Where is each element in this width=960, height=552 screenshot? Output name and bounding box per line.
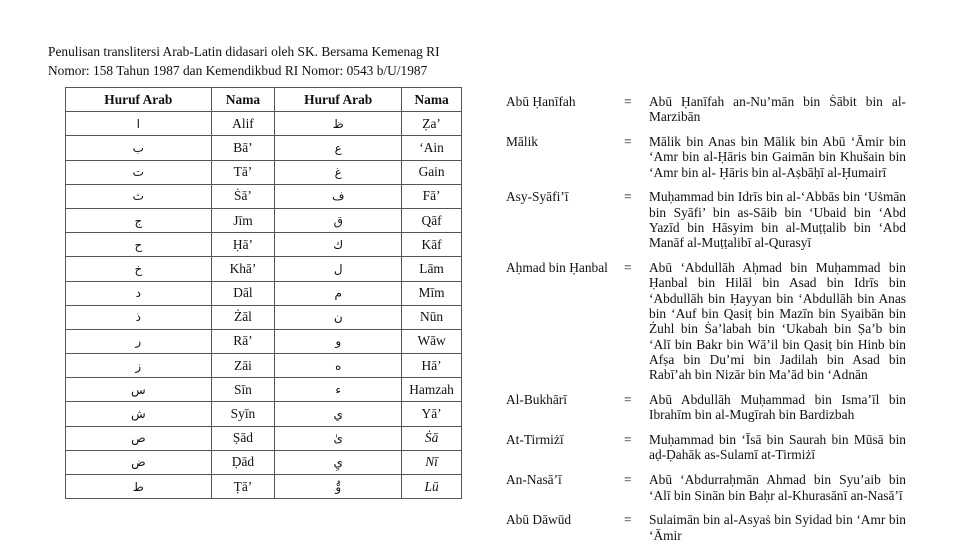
table-row bbox=[66, 450, 462, 474]
reference-description: Abū ‘Abdullāh Aḥmad bin Muḥammad bin Ḥanbal bin Hilāl bin Asad bin Idrīs bin ‘Abdullāh bin Ḥayyan bin ‘Abdullāh bin Anas bin ‘Auf bin Qasiṭ bin Mazīn bin Syaibān bin Żuhl bin Ṡa’labah bin ‘Ukabah bin Ṣa’b bin ‘Alī bin Bakr bin Wā’il bin Qasiṭ bin Hinb bin Afṣa bin Du’mi bin Jadilah bin Asad bin Rabī’ah bin Nizār bin Ma’ād bin ‘Adnān bbox=[649, 260, 906, 383]
letter-name-cell: Hā’ bbox=[402, 354, 462, 378]
letter-name-cell: Fā’ bbox=[402, 184, 462, 208]
table-row bbox=[66, 112, 462, 136]
reference-name: Asy-Syāfi’ī bbox=[506, 189, 569, 205]
letter-name-cell: Hamzah bbox=[402, 378, 462, 402]
arabic-letter-cell: ظ bbox=[275, 112, 402, 136]
arabic-letter-cell: ه bbox=[275, 354, 402, 378]
reference-entry bbox=[506, 472, 906, 503]
reference-description: Abū Ḥanīfah an-Nu’mān bin Ṡābit bin al-Marzibān bbox=[649, 94, 906, 125]
equals-sign: = bbox=[624, 260, 632, 276]
equals-sign: = bbox=[624, 392, 632, 408]
reference-description: Mālik bin Anas bin Mālik bin Abū ‘Āmir bin ‘Amr bin al-Ḥāris bin Gaimān bin Khušain bin ‘Amr bin al- Ḥāris bin al-Aṣbāḥī al-Ḥumairī bbox=[649, 134, 906, 180]
reference-name: Mālik bbox=[506, 134, 538, 150]
letter-name-cell: Ẓa’ bbox=[402, 112, 462, 136]
reference-description: Abū ‘Abdurraḥmān Ahmad bin Syu’aib bin ‘Alī bin Sinān bin Baḥr al-Khurasānī an-Nasā’ī bbox=[649, 472, 906, 503]
reference-entry bbox=[506, 392, 906, 423]
letter-name-cell: Alif bbox=[211, 112, 275, 136]
reference-entry bbox=[506, 260, 906, 382]
equals-sign: = bbox=[624, 512, 632, 528]
table-row bbox=[66, 160, 462, 184]
table-row bbox=[66, 281, 462, 305]
table-row bbox=[66, 329, 462, 353]
table-row bbox=[66, 305, 462, 329]
column-header: Huruf Arab bbox=[66, 88, 212, 112]
column-header: Nama bbox=[211, 88, 275, 112]
reference-description: Abū Abdullāh Muḥammad bin Isma’īl bin Ibrahīm bin al-Mugīrah bin Bardizbah bbox=[649, 392, 906, 423]
arabic-letter-cell: ا bbox=[66, 112, 212, 136]
arabic-letter-cell: ض bbox=[66, 450, 212, 474]
table-body bbox=[66, 112, 462, 499]
reference-name: An-Nasā’ī bbox=[506, 472, 562, 488]
reference-list bbox=[506, 94, 906, 552]
reference-name: Aḥmad bin Ḥanbal bbox=[506, 260, 608, 276]
reference-name: Abū Ḥanīfah bbox=[506, 94, 576, 109]
arabic-letter-cell: ح bbox=[66, 233, 212, 257]
letter-name-cell: Qāf bbox=[402, 208, 462, 232]
arabic-letter-cell: س bbox=[66, 378, 212, 402]
reference-name: Al-Bukhārī bbox=[506, 392, 567, 408]
arabic-letter-cell: ث bbox=[66, 184, 212, 208]
column-header: Nama bbox=[402, 88, 462, 112]
arabic-letter-cell: ت bbox=[66, 160, 212, 184]
letter-name-cell: Ṭā’ bbox=[211, 475, 275, 499]
table-row bbox=[66, 426, 462, 450]
reference-entry bbox=[506, 432, 906, 463]
reference-entry bbox=[506, 512, 906, 543]
arabic-letter-cell: ذ bbox=[66, 305, 212, 329]
reference-description: Muḥammad bin Idrīs bin al-‘Abbās bin ‘Uṡmān bin Syāfi’ bin as-Sāib bin ‘Ubaid bin ‘Abd Yazīd bin Hāsyim bin al-Muṭṭalib bin ‘Abd Manāf al-Muṭṭalibī al-Qurasyī bbox=[649, 189, 906, 251]
letter-name-cell: Gain bbox=[402, 160, 462, 184]
column-header: Huruf Arab bbox=[275, 88, 402, 112]
letter-name-cell: Sīn bbox=[211, 378, 275, 402]
arabic-letter-cell: ك bbox=[275, 233, 402, 257]
table-header-row bbox=[66, 88, 462, 112]
table-row bbox=[66, 475, 462, 499]
letter-name-cell: Wāw bbox=[402, 329, 462, 353]
reference-name: Abū Dāwūd bbox=[506, 512, 572, 528]
letter-name-cell: Zāi bbox=[211, 354, 275, 378]
arabic-letter-cell: ن bbox=[275, 305, 402, 329]
table-row bbox=[66, 184, 462, 208]
transliteration-table bbox=[65, 87, 462, 499]
header-line-1: Penulisan translitersi Arab-Latin didasari oleh SK. Bersama Kemenag RI bbox=[48, 44, 440, 59]
arabic-letter-cell: و bbox=[275, 329, 402, 353]
reference-name: At-Tirmiżī bbox=[506, 432, 564, 448]
letter-name-cell: Ḍād bbox=[211, 450, 275, 474]
letter-name-cell: Ṡā bbox=[402, 426, 462, 450]
equals-sign: = bbox=[624, 134, 632, 150]
reference-entry bbox=[506, 134, 906, 180]
table-row bbox=[66, 233, 462, 257]
arabic-letter-cell: ي bbox=[275, 402, 402, 426]
equals-sign: = bbox=[624, 94, 632, 109]
arabic-letter-cell: ش bbox=[66, 402, 212, 426]
letter-name-cell: Lū bbox=[402, 475, 462, 499]
reference-description: Muḥammad bin ‘Īsā bin Saurah bin Mūsā bin aḍ-Ḍahāk as-Sulamī at-Tirmiżī bbox=[649, 432, 906, 463]
arabic-letter-cell: ُوْ bbox=[275, 475, 402, 499]
arabic-letter-cell: م bbox=[275, 281, 402, 305]
document-header bbox=[48, 42, 440, 80]
arabic-letter-cell: ف bbox=[275, 184, 402, 208]
arabic-letter-cell: ع bbox=[275, 136, 402, 160]
letter-name-cell: Jīm bbox=[211, 208, 275, 232]
reference-description: Sulaimān bin al-Asyaṡ bin Syidad bin ‘Amr bin ‘Āmir bbox=[649, 512, 906, 543]
equals-sign: = bbox=[624, 432, 632, 448]
arabic-letter-cell: يِ bbox=[275, 450, 402, 474]
arabic-letter-cell: ب bbox=[66, 136, 212, 160]
letter-name-cell: Ṡā’ bbox=[211, 184, 275, 208]
arabic-letter-cell: ج bbox=[66, 208, 212, 232]
table-row bbox=[66, 208, 462, 232]
arabic-letter-cell: ق bbox=[275, 208, 402, 232]
letter-name-cell: Kāf bbox=[402, 233, 462, 257]
letter-name-cell: Tā’ bbox=[211, 160, 275, 184]
arabic-letter-cell: ط bbox=[66, 475, 212, 499]
arabic-letter-cell: خ bbox=[66, 257, 212, 281]
reference-entry bbox=[506, 94, 906, 125]
table-row bbox=[66, 136, 462, 160]
arabic-letter-cell: ء bbox=[275, 378, 402, 402]
letter-name-cell: Ḥā’ bbox=[211, 233, 275, 257]
letter-name-cell: Bā’ bbox=[211, 136, 275, 160]
table-row bbox=[66, 257, 462, 281]
letter-name-cell: Mīm bbox=[402, 281, 462, 305]
letter-name-cell: Ṣād bbox=[211, 426, 275, 450]
letter-name-cell: Khā’ bbox=[211, 257, 275, 281]
reference-entry bbox=[506, 189, 906, 250]
arabic-letter-cell: ل bbox=[275, 257, 402, 281]
arabic-letter-cell: ص bbox=[66, 426, 212, 450]
letter-name-cell: Lām bbox=[402, 257, 462, 281]
header-line-2: Nomor: 158 Tahun 1987 dan Kemendikbud RI Nomor: 0543 b/U/1987 bbox=[48, 63, 428, 78]
arabic-letter-cell: ز bbox=[66, 354, 212, 378]
letter-name-cell: Rā’ bbox=[211, 329, 275, 353]
table-row bbox=[66, 378, 462, 402]
letter-name-cell: Dāl bbox=[211, 281, 275, 305]
equals-sign: = bbox=[624, 189, 632, 205]
letter-name-cell: Nī bbox=[402, 450, 462, 474]
arabic-letter-cell: غ bbox=[275, 160, 402, 184]
table-row bbox=[66, 354, 462, 378]
letter-name-cell: Nūn bbox=[402, 305, 462, 329]
letter-name-cell: Syīn bbox=[211, 402, 275, 426]
arabic-letter-cell: ر bbox=[66, 329, 212, 353]
table-row bbox=[66, 402, 462, 426]
letter-name-cell: ‘Ain bbox=[402, 136, 462, 160]
letter-name-cell: Żāl bbox=[211, 305, 275, 329]
equals-sign: = bbox=[624, 472, 632, 488]
arabic-letter-cell: د bbox=[66, 281, 212, 305]
arabic-letter-cell: ىٰ bbox=[275, 426, 402, 450]
letter-name-cell: Yā’ bbox=[402, 402, 462, 426]
